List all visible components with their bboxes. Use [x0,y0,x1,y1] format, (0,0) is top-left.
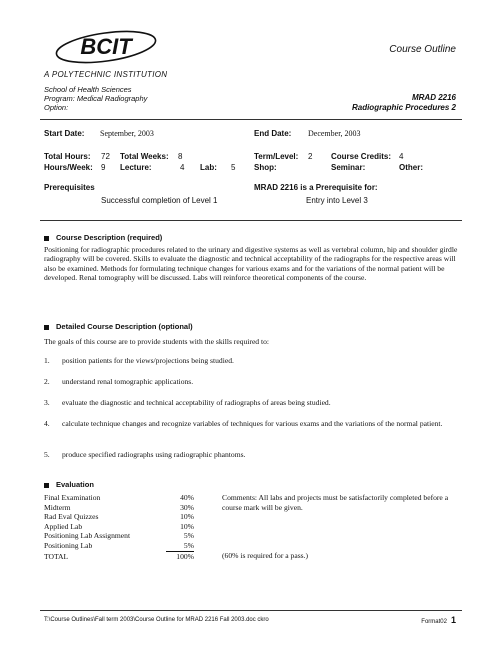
section-heading-text: Detailed Course Description (optional) [56,322,193,331]
end-date-value: December, 2003 [308,129,361,138]
pass-note: (60% is required for a pass.) [222,551,309,560]
evaluation-row [44,512,194,522]
divider [40,119,462,120]
evaluation-percent: 5% [166,541,194,552]
bullet-square-icon [44,236,49,241]
credits-label: Course Credits: [331,152,392,161]
school-name: School of Health Sciences [44,85,132,94]
goal-number: 3. [44,398,50,407]
lecture-label: Lecture: [120,163,152,172]
evaluation-item: Final Examination [44,493,101,502]
bcit-logo [52,26,160,68]
evaluation-percent: 5% [183,531,194,541]
program-name: Program: Medical Radiography [44,94,148,103]
end-date-label: End Date: [254,129,292,138]
goal-number: 2. [44,377,50,386]
evaluation-percent: 10% [180,521,194,531]
prereq-value: Successful completion of Level 1 [101,196,218,205]
goal-text: produce specified radiographs using radiographic phantoms. [62,450,246,459]
page-number: 1 [450,615,456,625]
divider [40,220,462,221]
hours-week-value: 9 [101,163,106,172]
evaluation-percent: 30% [180,502,194,512]
course-description-text: Positioning for radiographic procedures related to the urinary and digestive systems as well as vertebral column, hip and shoulder girdle radiography will be covered. Skills to evaluate the diagnostic and technical acceptability of the radiographs for the respective areas will also be examined. Methods for formulating technique changes for various exams and for the variations of the normal patient will be developed. Renal tomography will be discussed. Labs will reinforce theoretical components of the course. [44,245,458,283]
evaluation-table [44,493,194,561]
seminar-label: Seminar: [331,163,366,172]
footer-right [421,615,456,625]
section-heading-text: Evaluation [56,480,94,489]
evaluation-item: Rad Eval Quizzes [44,512,99,522]
footer-path: T:\Course Outlines\Fall term 2003\Course Outline for MRAD 2216 Fall 2003.doc ckro [44,617,269,623]
goal-text: understand renal tomographic applications. [62,377,194,386]
school-block [44,85,147,112]
course-id-block [352,93,456,113]
tagline: A POLYTECHNIC INSTITUTION [44,70,168,79]
bullet-square-icon [44,325,49,330]
prereq-label: Prerequisites [44,183,95,192]
logo-text: BCIT [80,34,132,59]
format-code: Format02 [421,619,447,625]
evaluation-item: Midterm [44,502,71,512]
evaluation-item: Positioning Lab Assignment [44,531,131,541]
goal-text: position patients for the views/projections being studied. [62,356,234,365]
evaluation-total-row [44,552,194,562]
evaluation-heading [44,480,94,489]
evaluation-item: Applied Lab [44,521,83,531]
term-value: 2 [308,152,313,161]
course-code: MRAD 2216 [411,93,456,102]
detailed-description-heading [44,322,193,331]
evaluation-item: Positioning Lab [44,540,93,550]
lab-value: 5 [231,163,236,172]
credits-value: 4 [399,152,404,161]
hours-week-label: Hours/Week: [44,163,93,172]
evaluation-percent: 10% [180,512,194,522]
divider [40,610,462,611]
goal-number: 5. [44,450,50,459]
start-date-value: September, 2003 [100,129,154,138]
evaluation-percent: 40% [180,493,194,502]
lecture-value: 4 [180,163,185,172]
start-date-label: Start Date: [44,129,85,138]
goal-number: 1. [44,356,50,365]
section-heading-text: Course Description (required) [56,233,163,242]
evaluation-row [44,503,194,513]
bullet-square-icon [44,483,49,488]
total-weeks-value: 8 [178,152,183,161]
evaluation-total-percent: 100% [176,551,194,561]
term-label: Term/Level: [254,152,299,161]
evaluation-total-label: TOTAL [44,551,69,561]
goal-number: 4. [44,419,50,428]
goal-text: calculate technique changes and recognize variables of techniques for various exams and the variations of the normal patient. [62,419,443,428]
lab-label: Lab: [200,163,217,172]
evaluation-row [44,493,194,503]
option-label: Option: [44,103,69,112]
doc-type: Course Outline [389,44,456,55]
course-title: Radiographic Procedures 2 [351,103,456,112]
shop-label: Shop: [254,163,277,172]
evaluation-row [44,531,194,541]
total-weeks-label: Total Weeks: [120,152,169,161]
other-label: Other: [399,163,423,172]
evaluation-row [44,522,194,532]
prereq-for-label: MRAD 2216 is a Prerequisite for: [254,183,378,192]
evaluation-comments: Comments: All labs and projects must be satisfactorily completed before a course mark will be given. [222,493,449,512]
prereq-for-value: Entry into Level 3 [306,196,368,205]
total-hours-label: Total Hours: [44,152,91,161]
evaluation-row [44,541,194,552]
total-hours-value: 72 [101,152,110,161]
goals-intro: The goals of this course are to provide students with the skills required to: [44,337,270,346]
goal-text: evaluate the diagnostic and technical acceptability of radiographs of areas being studied. [62,398,331,407]
course-description-heading [44,233,162,242]
